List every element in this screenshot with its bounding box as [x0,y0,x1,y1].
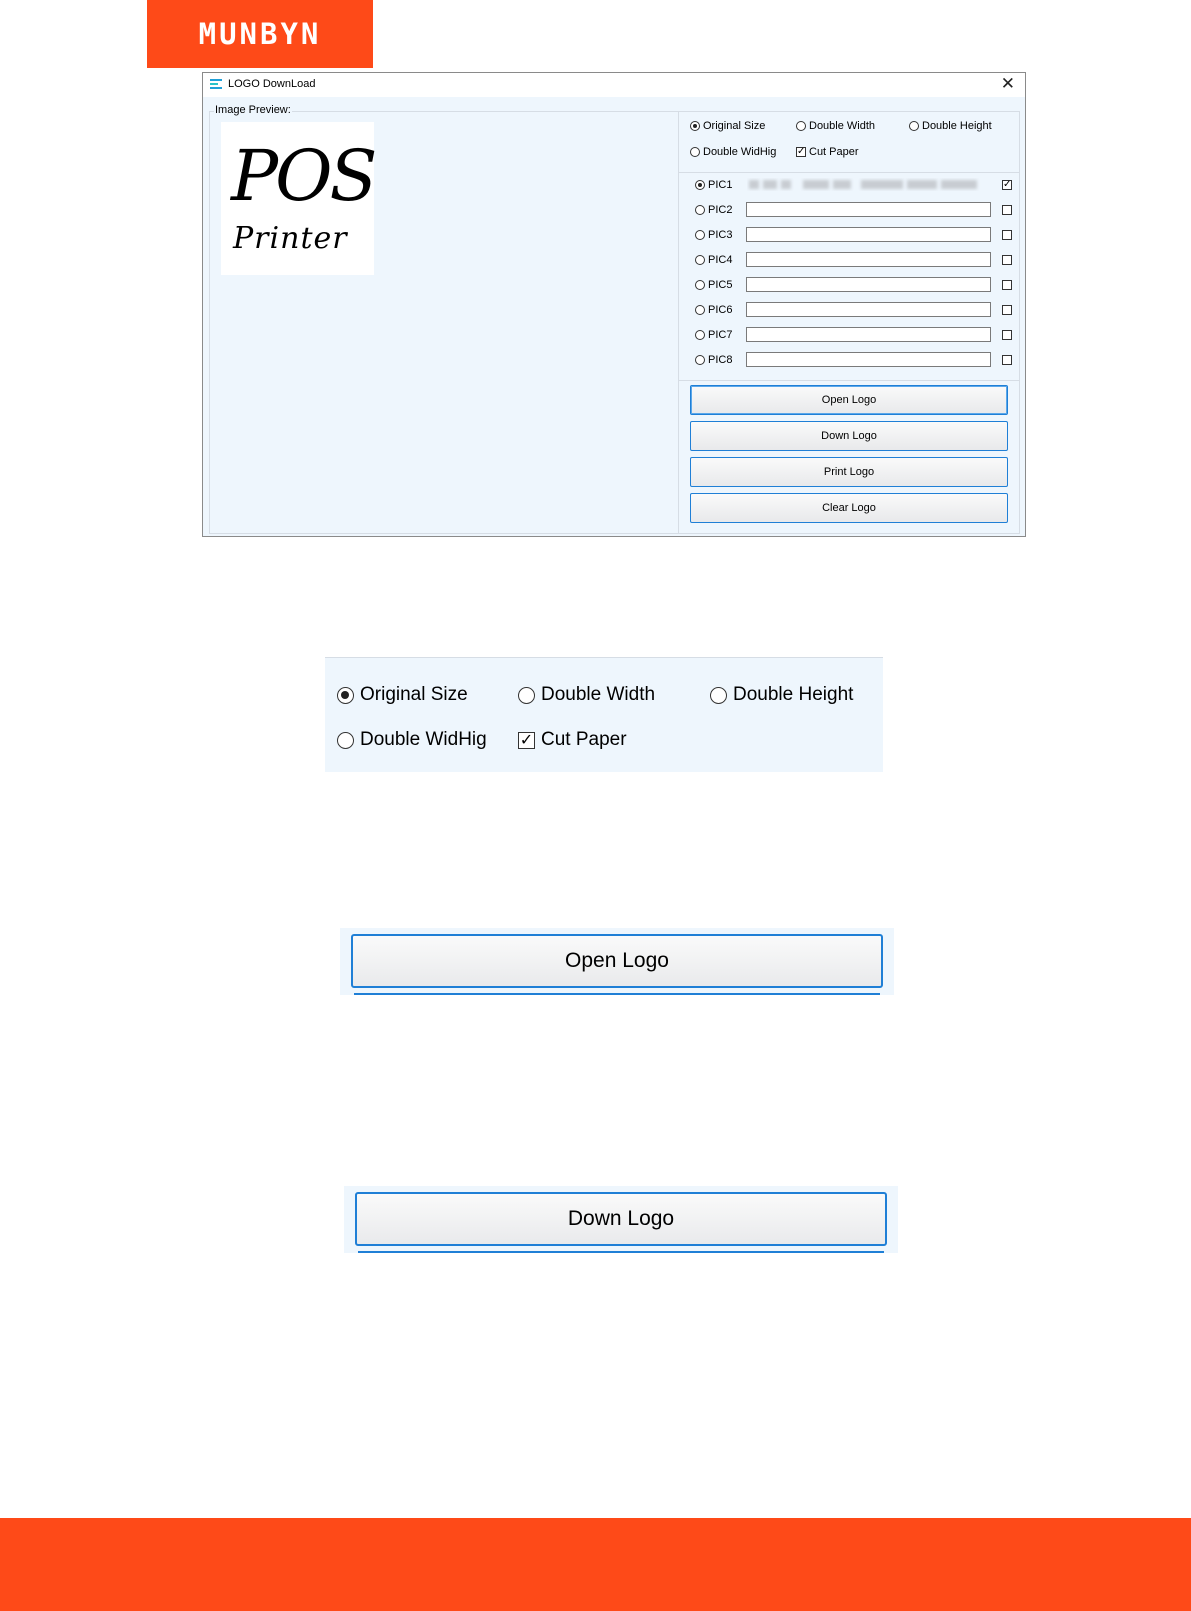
checkbox-label: Cut Paper [541,729,627,750]
zoomed-open-logo [340,928,894,995]
pic5-path-field[interactable] [746,277,991,292]
pic8-path-field[interactable] [746,352,991,367]
pic-row-3 [695,227,1015,243]
radio-double-widhig[interactable] [690,146,776,158]
radio-pic3[interactable] [695,229,732,241]
radio-icon[interactable] [695,230,705,240]
image-preview-label: Image Preview: [215,104,291,116]
pic8-checkbox[interactable] [1002,355,1012,365]
zoom-radio-original-size[interactable] [337,684,468,706]
window-title: LOGO DownLoad [228,78,316,90]
brand-name: MUNBYN [198,17,322,51]
radio-original-size[interactable] [690,120,765,132]
logo-download-window [202,72,1026,537]
radio-label: Double WidHig [360,729,487,750]
radio-label: Double Height [733,684,854,705]
checkmark-icon[interactable]: ✓ [797,146,806,157]
radio-icon[interactable] [695,180,705,190]
clear-logo-button[interactable]: Clear Logo [690,493,1008,523]
divider [679,172,1019,173]
pic-label: PIC6 [708,304,733,316]
radio-pic8[interactable] [695,354,732,366]
pic-row-8 [695,352,1015,368]
radio-label: Original Size [703,120,766,132]
focus-underline [354,993,880,995]
radio-pic7[interactable] [695,329,732,341]
checkbox-label: Cut Paper [809,146,859,158]
radio-label: Double Width [541,684,656,705]
logo-preview-image [221,122,374,275]
radio-label: Double Height [922,120,992,132]
pic5-checkbox[interactable] [1002,280,1012,290]
radio-label: Double Width [809,120,876,132]
pic1-path-field[interactable] [746,177,991,192]
pic-label: PIC5 [708,279,733,291]
pic-row-7 [695,327,1015,343]
zoom-open-logo-button[interactable]: Open Logo [351,934,883,988]
pic4-path-field[interactable] [746,252,991,267]
radio-pic4[interactable] [695,254,732,266]
radio-icon[interactable] [695,355,705,365]
zoom-radio-double-width[interactable] [518,684,655,706]
print-logo-button[interactable]: Print Logo [690,457,1008,487]
pic-row-1 [695,177,1015,193]
pic-row-4 [695,252,1015,268]
pic-label: PIC1 [708,179,733,191]
pic4-checkbox[interactable] [1002,255,1012,265]
zoomed-size-options [325,657,883,772]
pic3-path-field[interactable] [746,227,991,242]
pic-row-2 [695,202,1015,218]
open-logo-button[interactable]: Open Logo [690,385,1008,415]
pic-label: PIC8 [708,354,733,366]
pic7-path-field[interactable] [746,327,991,342]
close-icon[interactable]: ✕ [1000,74,1015,93]
radio-icon[interactable] [518,687,535,704]
divider [679,380,1019,381]
pic6-path-field[interactable] [746,302,991,317]
radio-pic6[interactable] [695,304,732,316]
radio-icon[interactable] [695,280,705,290]
radio-icon[interactable] [690,147,700,157]
zoomed-down-logo [344,1186,898,1253]
radio-label: Original Size [360,684,468,705]
zoom-radio-double-height[interactable] [710,684,853,706]
radio-icon[interactable] [695,205,705,215]
pic6-checkbox[interactable] [1002,305,1012,315]
app-icon [210,79,222,90]
pic7-checkbox[interactable] [1002,330,1012,340]
radio-icon[interactable] [710,687,727,704]
pic-label: PIC7 [708,329,733,341]
radio-icon[interactable] [337,732,354,749]
pic3-checkbox[interactable] [1002,230,1012,240]
focus-underline [358,1251,884,1253]
radio-icon[interactable] [796,121,806,131]
pic2-path-field[interactable] [746,202,991,217]
radio-pic1[interactable] [695,179,732,191]
pic1-checkbox[interactable]: ✓ [1003,179,1012,190]
radio-pic5[interactable] [695,279,732,291]
title-bar [203,73,1025,97]
preview-text-printer: Printer [233,221,348,256]
radio-double-width[interactable] [796,120,875,132]
radio-pic2[interactable] [695,204,732,216]
radio-icon[interactable] [695,255,705,265]
footer-bar [0,1518,1191,1611]
pic-label: PIC4 [708,254,733,266]
pic-row-5 [695,277,1015,293]
preview-text-pos: POS [231,135,375,217]
pic-label: PIC2 [708,204,733,216]
radio-icon[interactable] [909,121,919,131]
radio-label: Double WidHig [703,146,777,158]
radio-icon[interactable] [690,121,700,131]
checkmark-icon[interactable]: ✓ [519,731,534,749]
radio-icon[interactable] [695,330,705,340]
settings-panel [678,111,1020,534]
pic-row-6 [695,302,1015,318]
zoom-down-logo-button[interactable]: Down Logo [355,1192,887,1246]
pic-label: PIC3 [708,229,733,241]
checkbox-cut-paper[interactable] [796,146,859,158]
radio-icon[interactable] [695,305,705,315]
radio-double-height[interactable] [909,120,992,132]
munbyn-logo [147,0,373,68]
pic2-checkbox[interactable] [1002,205,1012,215]
zoom-checkbox-cut-paper[interactable] [518,729,627,751]
radio-icon[interactable] [337,687,354,704]
down-logo-button[interactable]: Down Logo [690,421,1008,451]
zoom-radio-double-widhig[interactable] [337,729,487,751]
